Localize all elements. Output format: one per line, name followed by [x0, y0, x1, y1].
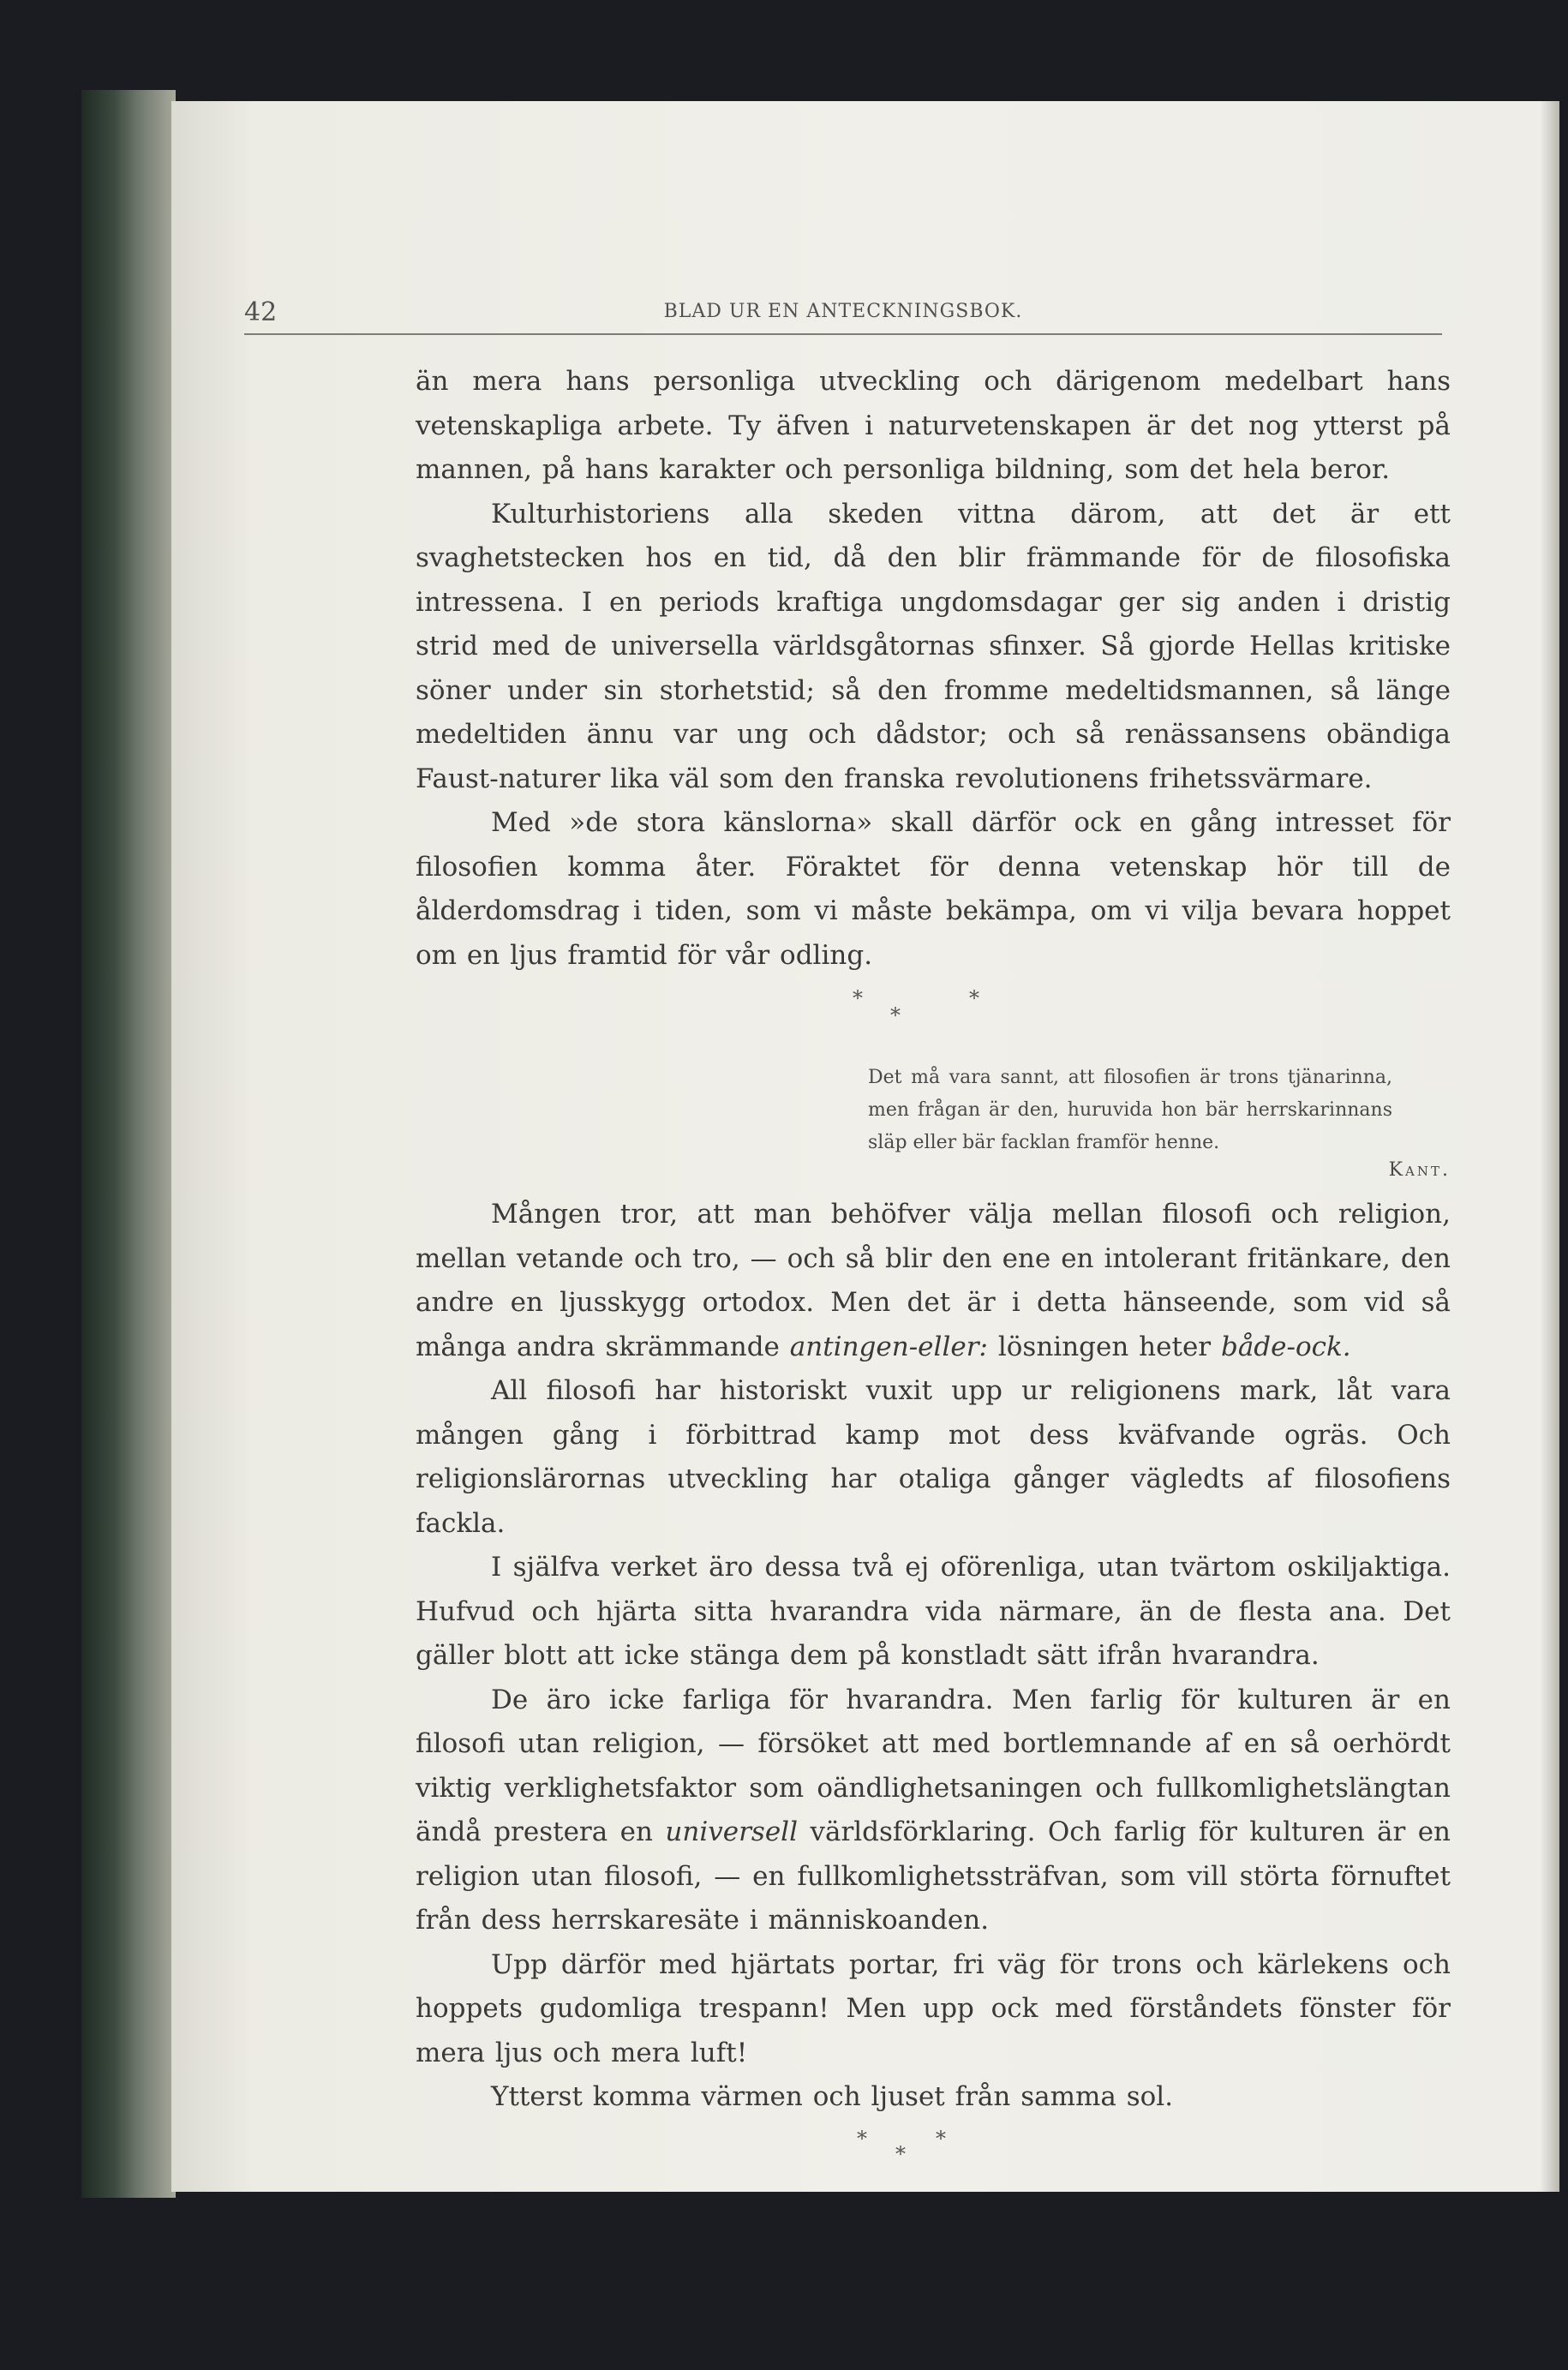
- paragraph: än mera hans personliga utveckling och därigenom medelbart hans vetenskapliga arbete. Ty äfven i naturvetenskapen är det nog ytterst på mannen, på hans karakter och personliga bildning, som det hela beror.: [416, 366, 1451, 485]
- paragraph: Med »de stora känslorna» skall därför ock en gång intresset för filosofien komma åter. Föraktet för denna vetenskap hör till de ålderdomsdrag i tiden, som vi måste bekämpa, om vi vilja bevara hoppet om en ljus framtid för vår odling.: [416, 807, 1451, 971]
- emphasis: antingen-eller:: [789, 1331, 988, 1362]
- page-edge: [1541, 101, 1559, 2192]
- paragraph-text: lösningen heter: [997, 1331, 1212, 1362]
- separator-star: *: [895, 2141, 906, 2166]
- separator-star: *: [969, 986, 979, 1010]
- paragraph-text: världsförklaring. Och farlig för kulturen är en religion utan filosofi, — en fullkomlighetssträfvan, som vill störta förnuftet från dess herrskaresäte i människoanden.: [416, 1816, 1451, 1936]
- paragraph: [416, 1679, 1451, 1943]
- book-binding: [81, 90, 176, 2198]
- emphasis: universell: [665, 1816, 799, 1847]
- page-number: 42: [244, 297, 278, 327]
- separator-star: *: [853, 986, 863, 1010]
- section-separator: [416, 978, 1451, 1062]
- paragraph: All filosofi har historiskt vuxit upp ur religionens mark, låt vara mången gång i förbittrad kamp mot dess kväfvande ogräs. Och religionslärornas utveckling har otaliga gånger vägledts af filosofiens fackla.: [416, 1375, 1451, 1539]
- paragraph-text: De äro icke farliga för hvarandra. Men farlig för kulturen är en filosofi utan religion, — försöket att med bortlemnande af en så oerhördt viktig verklighetsfaktor som oändlighetsaningen och fullkomlighetslängtan ändå prestera en: [416, 1684, 1451, 1847]
- paragraph: Kulturhistoriens alla skeden vittna därom, att det är ett svaghetstecken hos en tid, då den blir främmande för de filosofiska intressena. I en periods kraftiga ungdomsdagar ger sig anden i dristig strid med de universella världsgåtornas sfinxer. Så gjorde Hellas kritiske söner under sin storhetstid; så den fromme medeltidsmannen, så länge medeltiden ännu var ung och dådstor; och så renässansens obändiga Faust-naturer lika väl som den franska revolutionens frihetssvärmare.: [416, 498, 1451, 794]
- separator-star: *: [936, 2126, 946, 2151]
- running-title: BLAD UR EN ANTECKNINGSBOK.: [663, 301, 1023, 322]
- paragraph: Upp därför med hjärtats portar, fri väg för trons och kärlekens och hoppets gudomliga trespann! Men upp ock med förståndets fönster för mera ljus och mera luft!: [416, 1948, 1451, 2068]
- paragraph-text: Mången tror, att man behöfver välja mellan filosofi och religion, mellan vetande och tro, — och så blir den ene en intolerant fritänkare, den andre en ljusskygg ortodox. Men det är i detta hänseende, som vid så många andra skrämmande: [416, 1199, 1451, 1362]
- running-head: [244, 297, 1442, 335]
- paragraph: [416, 1193, 1451, 1369]
- body-text: [416, 360, 1451, 2171]
- paragraph: I själfva verket äro dessa två ej oförenliga, utan tvärtom oskiljaktiga. Hufvud och hjärta sitta hvarandra vida närmare, än de flesta ana. Det gäller blott att icke stänga dem på konstladt sätt ifrån hvarandra.: [416, 1552, 1451, 1671]
- section-separator: [416, 2120, 1451, 2171]
- separator-star: *: [857, 2126, 867, 2151]
- paragraph: Ytterst komma värmen och ljuset från samma sol.: [491, 2081, 1174, 2112]
- motto-author: Kant.: [1388, 1159, 1451, 1181]
- motto-text: Det må vara sannt, att filosofien är trons tjänarinna, men frågan är den, huruvida hon bär herrskarinnans släp eller bär facklan framför henne.: [868, 1067, 1392, 1153]
- emphasis: både-ock.: [1220, 1331, 1351, 1362]
- separator-star: *: [890, 1003, 901, 1027]
